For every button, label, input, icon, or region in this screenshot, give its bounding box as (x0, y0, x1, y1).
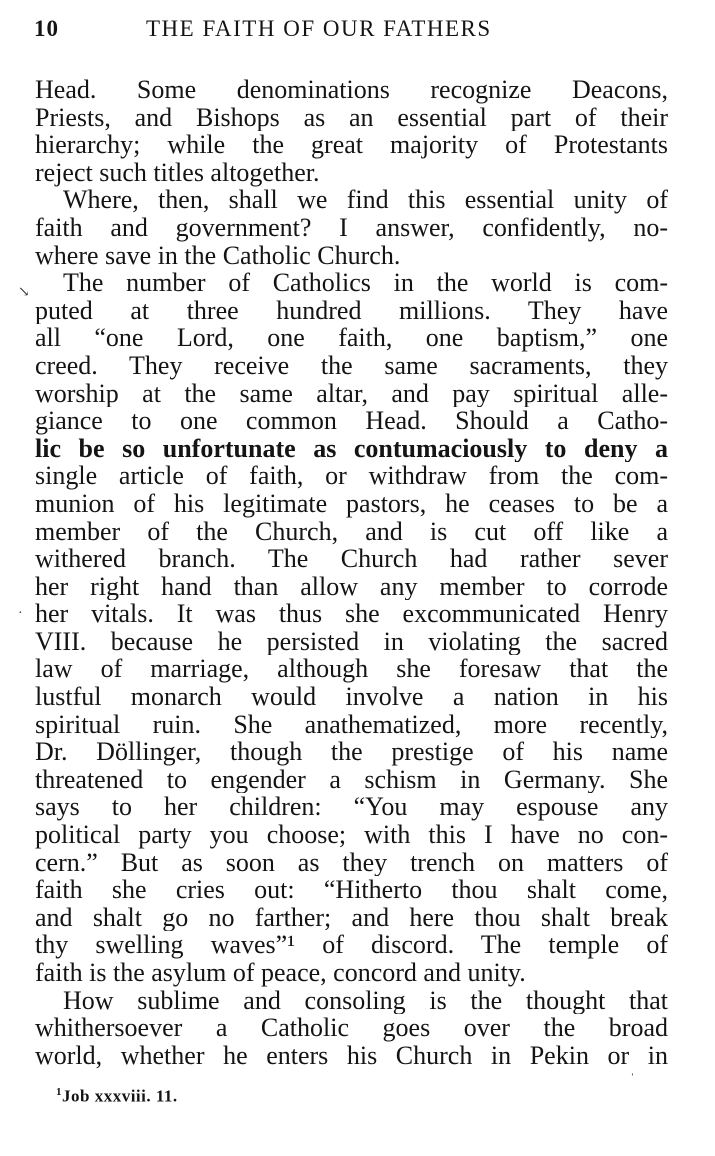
text-line: lic be so unfortunate as contumaciously to deny a (35, 434, 668, 463)
text-line: faith she cries out: “Hitherto thou shalt come, (35, 876, 668, 904)
footnote-marker: 1 (56, 1086, 62, 1098)
paragraph-start-line: How sublime and consoling is the thought that (63, 986, 668, 1015)
text-line: worship at the same altar, and pay spiritual alle- (35, 379, 668, 408)
text-line: all “one Lord, one faith, one baptism,” one (35, 324, 668, 352)
text-line: and shalt go no farther; and here thou shalt break (35, 903, 668, 932)
text-line: reject such titles altogether. (35, 157, 320, 187)
text-line: munion of his legitimate pastors, he ceases to be a (35, 489, 668, 518)
running-title: THE FAITH OF OUR FATHERS (146, 16, 492, 41)
text-line: VIII. because he persisted in violating the sacred (35, 627, 668, 656)
text-line: spiritual ruin. She anathematized, more recently, (35, 710, 668, 739)
text-line: her vitals. It was thus she excommunicated Henry (35, 600, 668, 628)
footnote (56, 1086, 178, 1107)
text-line: thy swelling waves”¹ of discord. The temple of (35, 931, 668, 959)
page-header (34, 16, 674, 52)
text-line: law of marriage, although she foresaw that the (35, 655, 668, 684)
text-line: political party you choose; with this I have no con- (35, 821, 668, 849)
text-line: member of the Church, and is cut off like a (35, 517, 668, 546)
text-line: puted at three hundred millions. They have (35, 296, 668, 325)
margin-mark: · (18, 606, 23, 621)
text-line: Priests, and Bishops as an essential part of their (35, 103, 668, 132)
body-text (35, 76, 668, 1069)
text-line: Head. Some denominations recognize Deacons, (35, 76, 668, 104)
text-line: giance to one common Head. Should a Catho- (35, 407, 668, 435)
text-line: creed. They receive the same sacraments, they (35, 351, 668, 380)
text-line: withered branch. The Church had rather sever (35, 545, 668, 573)
text-line: faith is the asylum of peace, concord and unity. (35, 958, 526, 987)
text-line: faith and government? I answer, confidently, no- (35, 213, 668, 242)
text-line: single article of faith, or withdraw from the com- (35, 462, 668, 490)
margin-mark: ˈ (630, 1072, 635, 1087)
margin-mark: ↘ (18, 285, 30, 300)
footnote-text: Job xxxviii. 11. (62, 1086, 178, 1106)
page-number: 10 (34, 16, 59, 41)
text-line: cern.” But as soon as they trench on matters of (35, 848, 668, 877)
paragraph-start-line: Where, then, shall we find this essential unity of (63, 186, 668, 214)
text-line: where save in the Catholic Church. (35, 240, 401, 270)
text-line: world, whether he enters his Church in Pekin or in (35, 1041, 668, 1070)
text-line: hierarchy; while the great majority of Protestants (35, 131, 668, 159)
text-line: says to her children: “You may espouse any (35, 793, 668, 822)
text-line: Dr. Döllinger, though the prestige of his name (35, 738, 668, 766)
text-line: lustful monarch would involve a nation in his (35, 683, 668, 711)
paragraph-start-line: The number of Catholics in the world is com- (63, 269, 668, 297)
text-line: her right hand than allow any member to corrode (35, 572, 668, 601)
text-line: threatened to engender a schism in Germany. She (35, 765, 668, 794)
text-line: whithersoever a Catholic goes over the broad (35, 1014, 668, 1042)
